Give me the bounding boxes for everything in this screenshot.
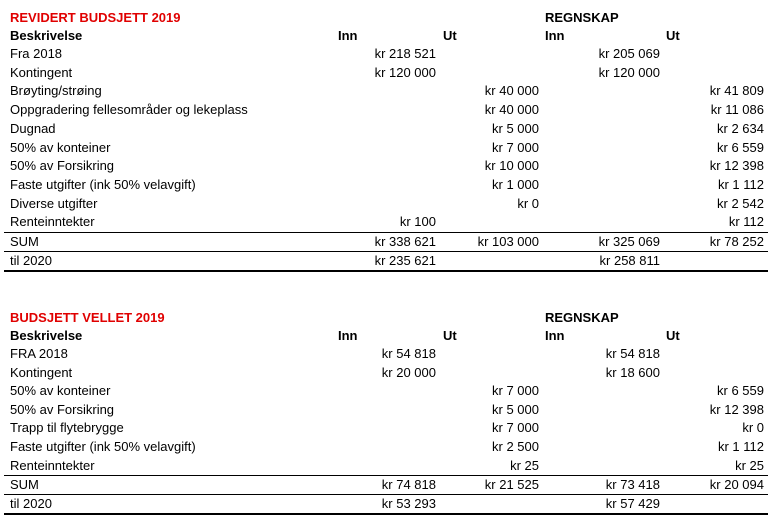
header-regnskap-inn: Inn <box>545 328 565 343</box>
row-regnskap-ut: kr 2 634 <box>717 120 764 136</box>
header-description: Beskrivelse <box>10 28 83 43</box>
carry-regnskap-inn: kr 57 429 <box>605 496 660 511</box>
row-ut: kr 40 000 <box>484 83 539 99</box>
row-description: Renteinntekter <box>10 457 95 473</box>
table-row <box>0 45 780 63</box>
section-title-row <box>0 309 780 327</box>
regnskap-label: REGNSKAP <box>545 10 619 25</box>
table-row <box>0 382 780 400</box>
row-description: Trapp til flytebrygge <box>10 420 124 436</box>
carry-inn: kr 235 621 <box>374 253 436 268</box>
header-ut: Ut <box>443 328 457 343</box>
row-ut: kr 7 000 <box>492 139 539 155</box>
row-description: 50% av Forsikring <box>10 158 115 174</box>
row-inn: kr 20 000 <box>381 364 436 380</box>
column-header-row <box>0 327 780 345</box>
row-regnskap-ut: kr 6 559 <box>717 139 764 155</box>
regnskap-label: REGNSKAP <box>545 310 619 325</box>
table-row <box>0 345 780 363</box>
row-description: Dugnad <box>10 120 56 136</box>
table-row <box>0 401 780 419</box>
carry-row <box>0 252 780 270</box>
row-description: Kontingent <box>10 64 73 80</box>
row-description: 50% av konteiner <box>10 383 111 399</box>
bottom-rule <box>4 513 768 515</box>
row-ut: kr 10 000 <box>484 158 539 174</box>
table-row <box>0 120 780 138</box>
row-regnskap-ut: kr 12 398 <box>709 401 764 417</box>
table-row <box>0 157 780 175</box>
row-description: Oppgradering fellesområder og lekeplass <box>10 102 248 118</box>
row-regnskap-inn: kr 120 000 <box>598 64 660 80</box>
row-inn: kr 218 521 <box>374 46 436 61</box>
bottom-rule <box>4 270 768 272</box>
section-title: REVIDERT BUDSJETT 2019 <box>10 10 181 25</box>
row-regnskap-inn: kr 54 818 <box>605 346 660 361</box>
header-regnskap-ut: Ut <box>666 28 680 43</box>
section-title: BUDSJETT VELLET 2019 <box>10 310 165 325</box>
row-regnskap-ut: kr 11 086 <box>710 102 764 118</box>
header-ut: Ut <box>443 28 457 43</box>
row-inn: kr 100 <box>399 214 436 230</box>
row-ut: kr 25 <box>510 457 539 473</box>
sum-inn: kr 338 621 <box>374 234 436 249</box>
table-row <box>0 139 780 157</box>
row-description: FRA 2018 <box>10 346 68 361</box>
row-inn: kr 54 818 <box>381 346 436 361</box>
row-description: Renteinntekter <box>10 214 95 230</box>
section-title-row <box>0 9 780 27</box>
carry-label: til 2020 <box>10 496 52 511</box>
row-ut: kr 5 000 <box>492 120 539 136</box>
header-inn: Inn <box>338 328 358 343</box>
sum-row <box>0 476 780 494</box>
table-row <box>0 213 780 231</box>
row-description: Brøyting/strøing <box>10 83 102 99</box>
sum-regnskap-inn: kr 325 069 <box>598 234 660 249</box>
row-ut: kr 2 500 <box>492 439 539 454</box>
sum-inn: kr 74 818 <box>381 477 436 492</box>
carry-inn: kr 53 293 <box>381 496 436 511</box>
row-regnskap-ut: kr 0 <box>742 420 764 436</box>
row-regnskap-ut: kr 1 112 <box>717 176 764 192</box>
header-regnskap-inn: Inn <box>545 28 565 43</box>
row-inn: kr 120 000 <box>374 64 436 80</box>
row-regnskap-ut: kr 25 <box>735 457 764 473</box>
row-description: 50% av konteiner <box>10 139 111 155</box>
row-regnskap-ut: kr 6 559 <box>717 383 764 399</box>
row-ut: kr 1 000 <box>492 176 539 192</box>
table-row <box>0 195 780 213</box>
row-regnskap-ut: kr 2 542 <box>717 195 764 211</box>
table-row <box>0 419 780 437</box>
carry-row <box>0 495 780 513</box>
table-row <box>0 364 780 382</box>
row-regnskap-ut: kr 1 112 <box>717 439 764 454</box>
header-regnskap-ut: Ut <box>666 328 680 343</box>
row-description: Kontingent <box>10 364 73 380</box>
table-row <box>0 438 780 456</box>
header-inn: Inn <box>338 28 358 43</box>
sum-label: SUM <box>10 477 39 492</box>
row-description: 50% av Forsikring <box>10 401 115 417</box>
carry-regnskap-inn: kr 258 811 <box>599 253 660 268</box>
sum-row <box>0 233 780 251</box>
row-description: Diverse utgifter <box>10 195 98 211</box>
row-description: Faste utgifter (ink 50% velavgift) <box>10 176 196 192</box>
carry-label: til 2020 <box>10 253 52 268</box>
table-row <box>0 82 780 100</box>
sum-regnskap-inn: kr 73 418 <box>605 477 660 492</box>
table-row <box>0 457 780 475</box>
row-ut: kr 7 000 <box>492 420 539 436</box>
sum-ut: kr 103 000 <box>477 234 539 249</box>
sum-ut: kr 21 525 <box>484 477 539 492</box>
row-ut: kr 0 <box>517 195 539 211</box>
sum-label: SUM <box>10 234 39 249</box>
row-regnskap-inn: kr 205 069 <box>598 46 660 61</box>
row-ut: kr 40 000 <box>484 102 539 118</box>
row-description: Faste utgifter (ink 50% velavgift) <box>10 439 196 454</box>
row-regnskap-ut: kr 112 <box>728 214 764 230</box>
row-ut: kr 7 000 <box>492 383 539 399</box>
sum-regnskap-ut: kr 20 094 <box>709 477 764 492</box>
row-regnskap-ut: kr 12 398 <box>709 158 764 174</box>
row-description: Fra 2018 <box>10 46 63 61</box>
table-row <box>0 64 780 82</box>
row-regnskap-inn: kr 18 600 <box>605 364 660 380</box>
table-row <box>0 101 780 119</box>
sum-regnskap-ut: kr 78 252 <box>709 234 764 249</box>
column-header-row <box>0 27 780 45</box>
table-row <box>0 176 780 194</box>
row-regnskap-ut: kr 41 809 <box>709 83 764 99</box>
header-description: Beskrivelse <box>10 328 83 343</box>
row-ut: kr 5 000 <box>492 401 539 417</box>
